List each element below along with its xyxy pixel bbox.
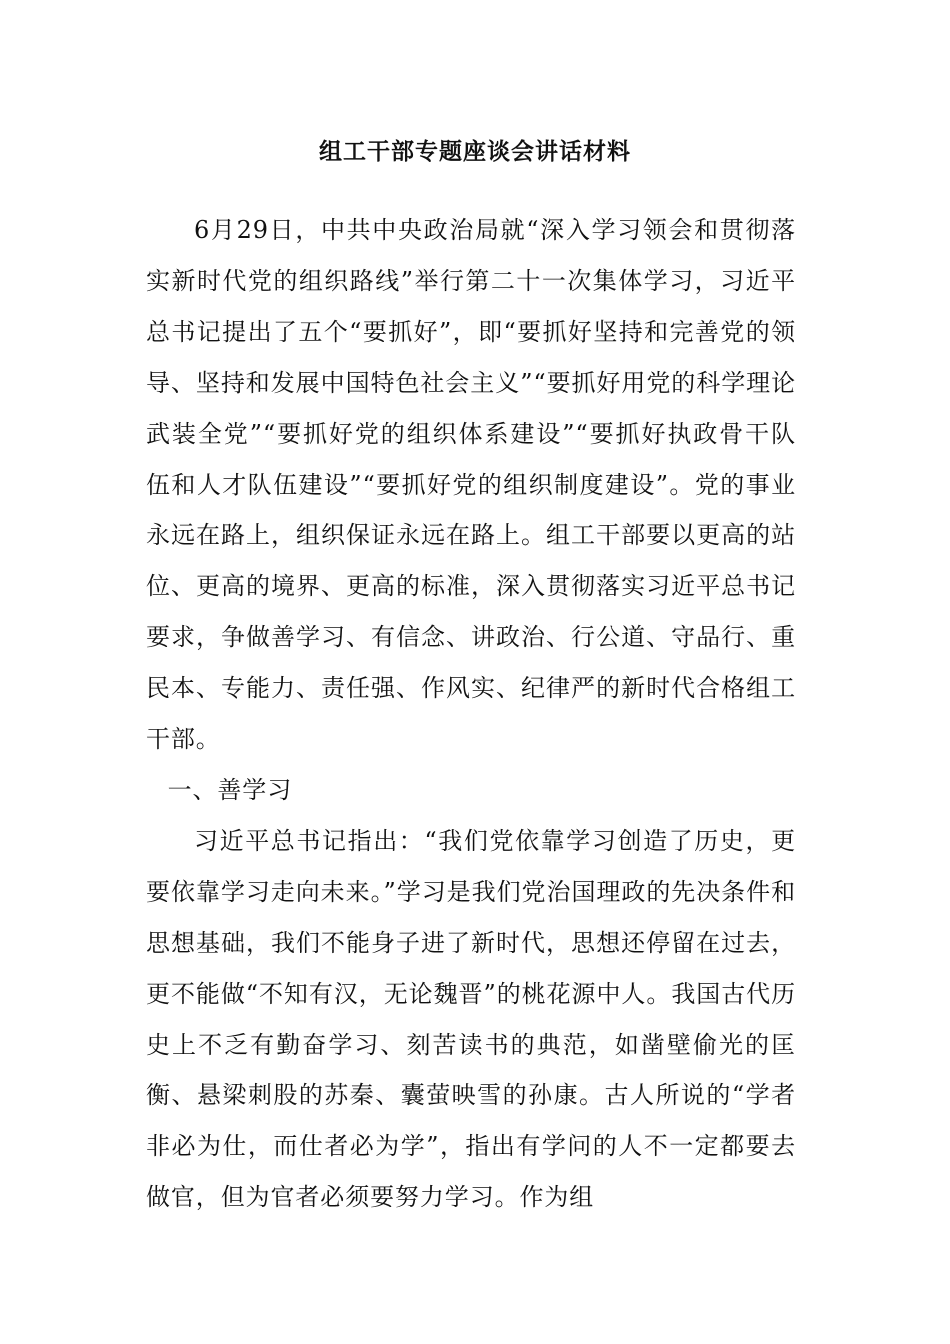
section-paragraph: 习近平总书记指出：“我们党依靠学习创造了历史，更要依靠学习走向未来。”学习是我们党治国理政的先决条件和思想基础，我们不能身子进了新时代，思想还停留在过去，更不能做“不知有汉，无论魏晋”的桃花源中人。我国古代历史上不乏有勤奋学习、刻苦读书的典范，如凿壁偷光的匡衡、悬梁刺股的苏秦、囊萤映雪的孙康。古人所说的“学者非必为仕，而仕者必为学”，指出有学问的人不一定都要去做官，但为官者必须要努力学习。作为组 [146, 826, 796, 1212]
document-body [146, 205, 796, 1223]
document-title: 组工干部专题座谈会讲话材料 [319, 138, 631, 165]
section-heading: 一、善学习 [167, 775, 293, 804]
intro-paragraph: 6月29日，中共中央政治局就“深入学习领会和贯彻落实新时代党的组织路线”举行第二十一次集体学习，习近平总书记提出了五个“要抓好”，即“要抓好坚持和完善党的领导、坚持和发展中国特色社会主义”“要抓好用党的科学理论武装全党”“要抓好党的组织体系建设”“要抓好执政骨干队伍和人才队伍建设”“要抓好党的组织制度建设”。党的事业永远在路上，组织保证永远在路上。组工干部要以更高的站位、更高的境界、更高的标准，深入贯彻落实习近平总书记要求，争做善学习、有信念、讲政治、行公道、守品行、重民本、专能力、责任强、作风实、纪律严的新时代合格组工干部。 [146, 216, 796, 754]
